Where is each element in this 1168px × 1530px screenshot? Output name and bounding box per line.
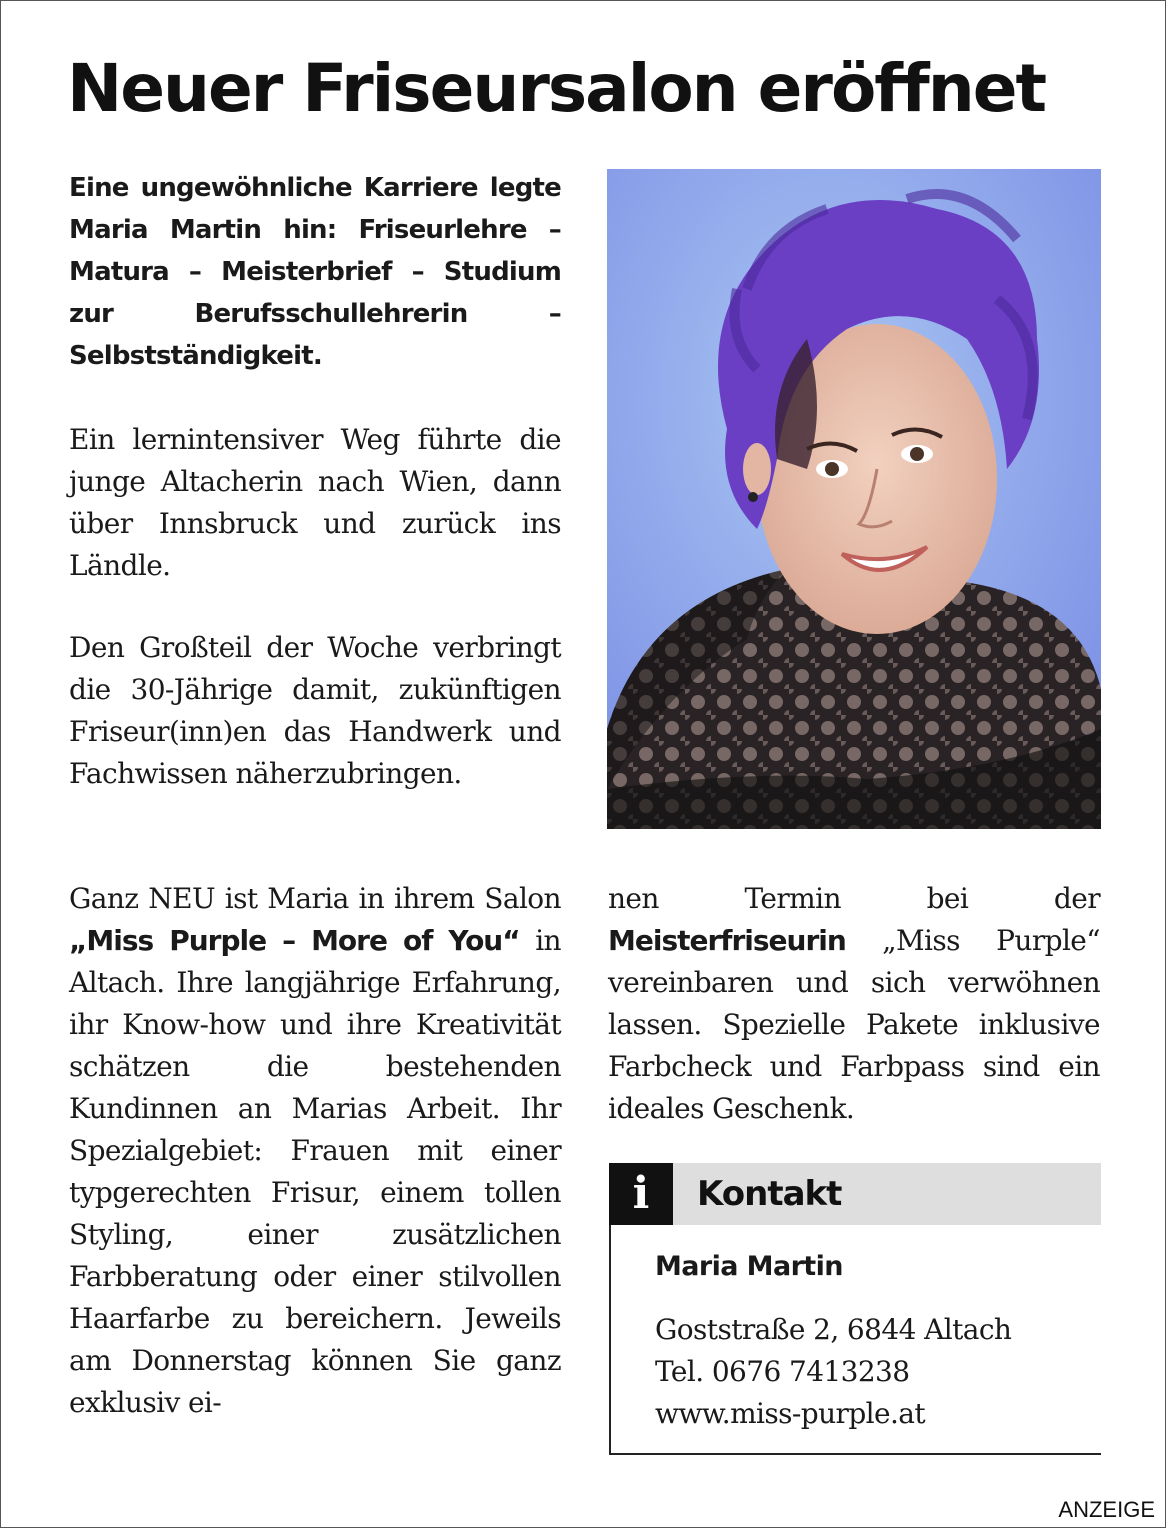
info-icon: i [609, 1163, 673, 1225]
lead-paragraph: Eine ungewöhnliche Karriere legte Maria Martin hin: Friseurlehre – Matura – Meisterbrief – Studium zur Berufsschullehrerin – Selbstständigkeit. [69, 173, 561, 371]
contact-name: Maria Martin [655, 1251, 843, 1282]
salon-name: „Miss Purple – More of You“ [69, 924, 520, 957]
headline: Neuer Friseursalon eröffnet [67, 50, 1046, 127]
paragraph-3-text-b: in Altach. Ihre langjährige Erfahrung, ihr Know-how und ihre Kreativität schätzen die bestehenden Kundinnen an Marias Arbeit. Ihr Spezialgebiet: Frauen mit einer typgerechten Frisur, einem tollen Styling, einer zusätzlichen Farbberatung oder einer stilvollen Haarfarbe zu bereichern. Jeweils am Donnerstag können Sie ganz exklusiv ei- [69, 924, 561, 1419]
contact-address: Goststraße 2, 6844 Altach [655, 1313, 1012, 1346]
body-paragraph-1: Ein lernintensiver Weg führte die junge Altacherin nach Wien, dann über Innsbruck und zurück ins Ländle. [69, 423, 561, 582]
kontakt-header [609, 1163, 1101, 1225]
kontakt-title: Kontakt [697, 1174, 842, 1214]
kontakt-box [609, 1225, 1101, 1455]
paragraph-4-text-a: nen Termin bei der [608, 882, 1100, 915]
body-paragraph-2: Den Großteil der Woche verbringt die 30-Jährige damit, zukünftigen Friseur(inn)en das Handwerk und Fachwissen näherzubringen. [69, 631, 561, 790]
meisterfriseurin-bold: Meisterfriseurin [608, 924, 846, 957]
contact-website[interactable]: www.miss-purple.at [655, 1397, 926, 1430]
portrait-illustration [607, 169, 1101, 829]
body-paragraph-3 [69, 878, 561, 1424]
portrait-photo [607, 169, 1101, 829]
body-paragraph-4 [608, 878, 1100, 1130]
paragraph-3-text-a: Ganz NEU ist Maria in ihrem Salon [69, 882, 561, 915]
advertisement-label: ANZEIGE [1058, 1497, 1155, 1522]
paragraph-4-text-b: „Miss Purple“ vereinbaren und sich verwöhnen lassen. Spezielle Pakete inklusive Farbcheck und Farbpass sind ein ideales Geschenk. [608, 924, 1100, 1125]
contact-phone[interactable]: Tel. 0676 7413238 [655, 1355, 910, 1388]
